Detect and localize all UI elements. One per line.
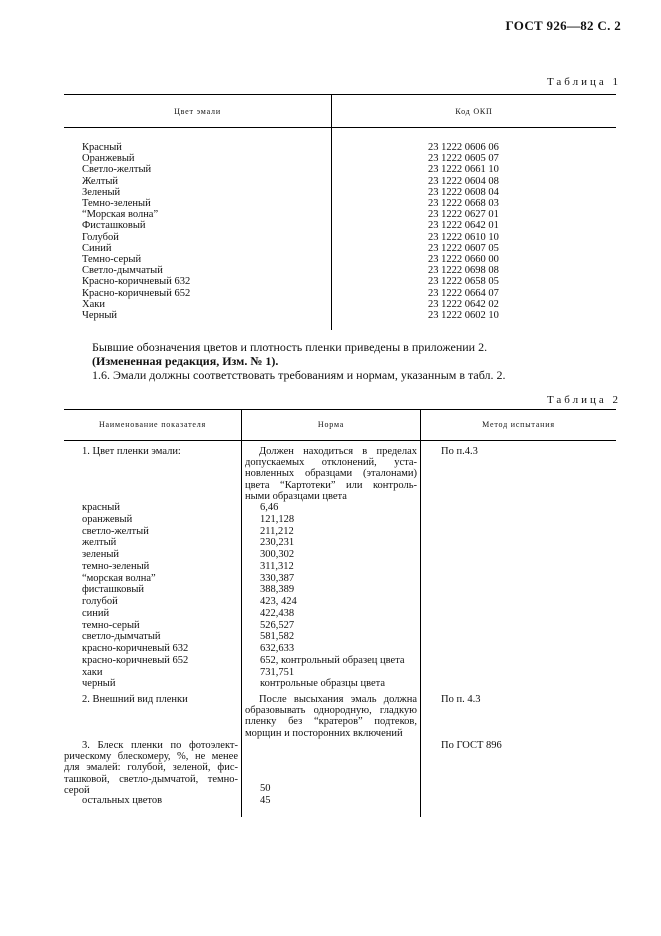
item1-subrow-value: 581,582 [260,631,295,643]
item1-subrow-name: фисташковый [82,584,144,596]
table1-color-cell: Светло-желтый [82,164,152,176]
table1-code-cell: 23 1222 0658 05 [428,276,499,288]
item1-subrow-name: желтый [82,537,117,549]
table1-color-cell: Голубой [82,231,119,243]
item1-subrow-value: 526,527 [260,619,295,631]
table1-code-cell: 23 1222 0642 01 [428,220,499,232]
item2-norm-line: пленку без “кратеров” подтеков, [245,716,417,728]
table2-divider-1 [241,409,242,817]
item3-name-line: для эмалей: голубой, зеленой, фис- [64,762,238,774]
item2-norm [245,694,417,739]
table1-color-cell: Оранжевый [82,153,135,165]
item1-subrow-name: “морская волна” [82,572,156,584]
table1-code-cell: 23 1222 0664 07 [428,287,499,299]
item3-name-line: рическому блескомеру, %, не менее [64,751,238,763]
table2-divider-2 [420,409,421,817]
item1-subrow-value: контрольные образцы цвета [260,678,386,690]
table1-color-cell: Темно-серый [82,254,142,265]
item1-subrow-value: 6,46 [260,502,279,513]
item1-subrow-value: 422,438 [260,607,295,619]
item1-subrow-value: 731,751 [260,666,295,678]
table1-code-cell: 23 1222 0627 01 [428,209,499,221]
table2-top-rule [64,409,616,410]
table2-header-rule [64,440,616,441]
item3-subrow-value: 45 [260,795,271,806]
item1-subrow-value: 211,212 [260,525,294,537]
table2-header-norm: Норма [317,420,345,429]
table1-code-cell: 23 1222 0602 10 [428,310,499,321]
table1-code-cell: 23 1222 0660 00 [428,254,499,265]
table1-code-cell: 23 1222 0606 06 [428,142,499,153]
table1-caption: Таблица 1 [546,76,621,88]
table1-color-cell: Зеленый [82,186,121,198]
item1-subrow-name: светло-дымчатый [82,631,161,643]
item1-norm-line: допускаемых отклонений, уста- [245,457,417,469]
item1-subrow-value: 632,633 [260,643,295,654]
table1-code-cell: 23 1222 0642 02 [428,298,499,310]
item1-subrow-name: голубой [82,596,118,607]
table2-header-name: Наименование показателя [98,420,207,429]
item1-subrow-name: светло-желтый [82,525,149,537]
item1-subrow-name: красно-коричневый 652 [82,654,189,666]
table1-code-cell: 23 1222 0604 08 [428,175,499,187]
table1-color-cell: Светло-дымчатый [82,265,163,277]
item2-method: По п. 4.3 [441,694,481,705]
table1-color-cell: Красно-коричневый 652 [82,287,191,299]
table1-header-rule [64,127,616,128]
table1-code-cell: 23 1222 0661 10 [428,164,499,176]
table2-caption: Таблица 2 [546,394,621,406]
item1-norm-line: цвета “Картотеки” или контроль- [245,479,417,491]
item1-norm-line: ными образцами цвета [245,490,347,502]
item1-norm-line: новленных образцами (эталонами) [245,468,417,480]
item1-subrow-value: 300,302 [260,549,295,560]
table1-code-cell: 23 1222 0605 07 [428,153,499,165]
item3-name-line: 3. Блеск пленки по фотоэлект- [82,740,238,751]
item2-norm-line: образовывать однородную, гладкую [245,705,417,717]
item1-subrow-name: темно-зеленый [82,560,150,572]
item1-subrow-value: 330,387 [260,572,295,584]
table1-color-cell: Хаки [82,298,105,310]
item1-subrow-name: хаки [82,666,103,678]
paragraph-former-designations: Бывшие обозначения цветов и плотность пленки приведены в приложении 2. [92,340,488,354]
paragraph-amendment: (Измененная редакция, Изм. № 1). [92,354,279,368]
paragraph-1-6: 1.6. Эмали должны соответствовать требованиям и нормам, указанным в табл. 2. [92,368,506,382]
item1-subrow-name: оранжевый [82,513,133,525]
table1-color-cell: Фисташковый [82,220,146,232]
table1-code-cell: 23 1222 0608 04 [428,186,499,198]
table1-code-cell: 23 1222 0668 03 [428,198,499,209]
item1-subrow-value: 311,312 [260,560,294,572]
item1-subrow-name: красный [82,502,120,513]
table1-color-cell: Желтый [82,175,119,187]
item1-subrow-name: синий [82,607,110,619]
table1-color-cell: Красно-коричневый 632 [82,276,191,288]
item2-norm-line: морщин и посторонних включений [245,727,403,739]
item3-subrow-value: 50 [260,783,271,794]
table1-color-cell: Синий [82,242,112,254]
item1-subrow-name: черный [82,678,116,690]
item1-method: По п.4.3 [441,446,478,457]
table1-column-divider [331,94,332,330]
page-header: ГОСТ 926—82 С. 2 [505,18,621,33]
table1-color-cell: Черный [82,310,118,321]
item1-norm-line: Должен находиться в пределах [259,446,417,457]
item3-name-line: ташковой, светло-дымчатой, темно- [64,773,238,785]
item1-subrow-value: 121,128 [260,513,295,525]
item2-norm-line: После высыхания эмаль должна [259,694,417,705]
item1-subrow-name: красно-коричневый 632 [82,643,189,654]
table1-color-cell: Красный [82,142,122,153]
table1-color-cell: Темно-зеленый [82,198,151,209]
item3-subrow-name: остальных цветов [82,795,163,806]
item1-norm [245,446,417,502]
item1-subrow-value: 230,231 [260,537,295,549]
item3-name-line: серой [64,784,90,796]
item1-name: 1. Цвет пленки эмали: [82,446,181,457]
table1-color-cell: “Морская волна” [82,209,159,221]
item1-subrow-value: 388,389 [260,584,295,596]
item2-name: 2. Внешний вид пленки [82,694,188,705]
table1-header-code: Код ОКП [455,107,493,116]
item1-subrow-value: 652, контрольный образец цвета [260,654,405,666]
table1-top-rule [64,94,616,95]
item3-method: По ГОСТ 896 [441,740,502,751]
table1-code-cell: 23 1222 0610 10 [428,231,499,243]
table1-header-color: Цвет эмали [174,107,221,116]
item3-name [64,740,238,796]
table1-code-cell: 23 1222 0607 05 [428,242,499,254]
table2-header-method: Метод испытания [482,420,555,429]
item1-subrow-value: 423, 424 [260,596,297,607]
item1-subrow-name: зеленый [82,549,120,560]
item1-subrow-name: темно-серый [82,619,140,631]
table1-code-cell: 23 1222 0698 08 [428,265,499,277]
